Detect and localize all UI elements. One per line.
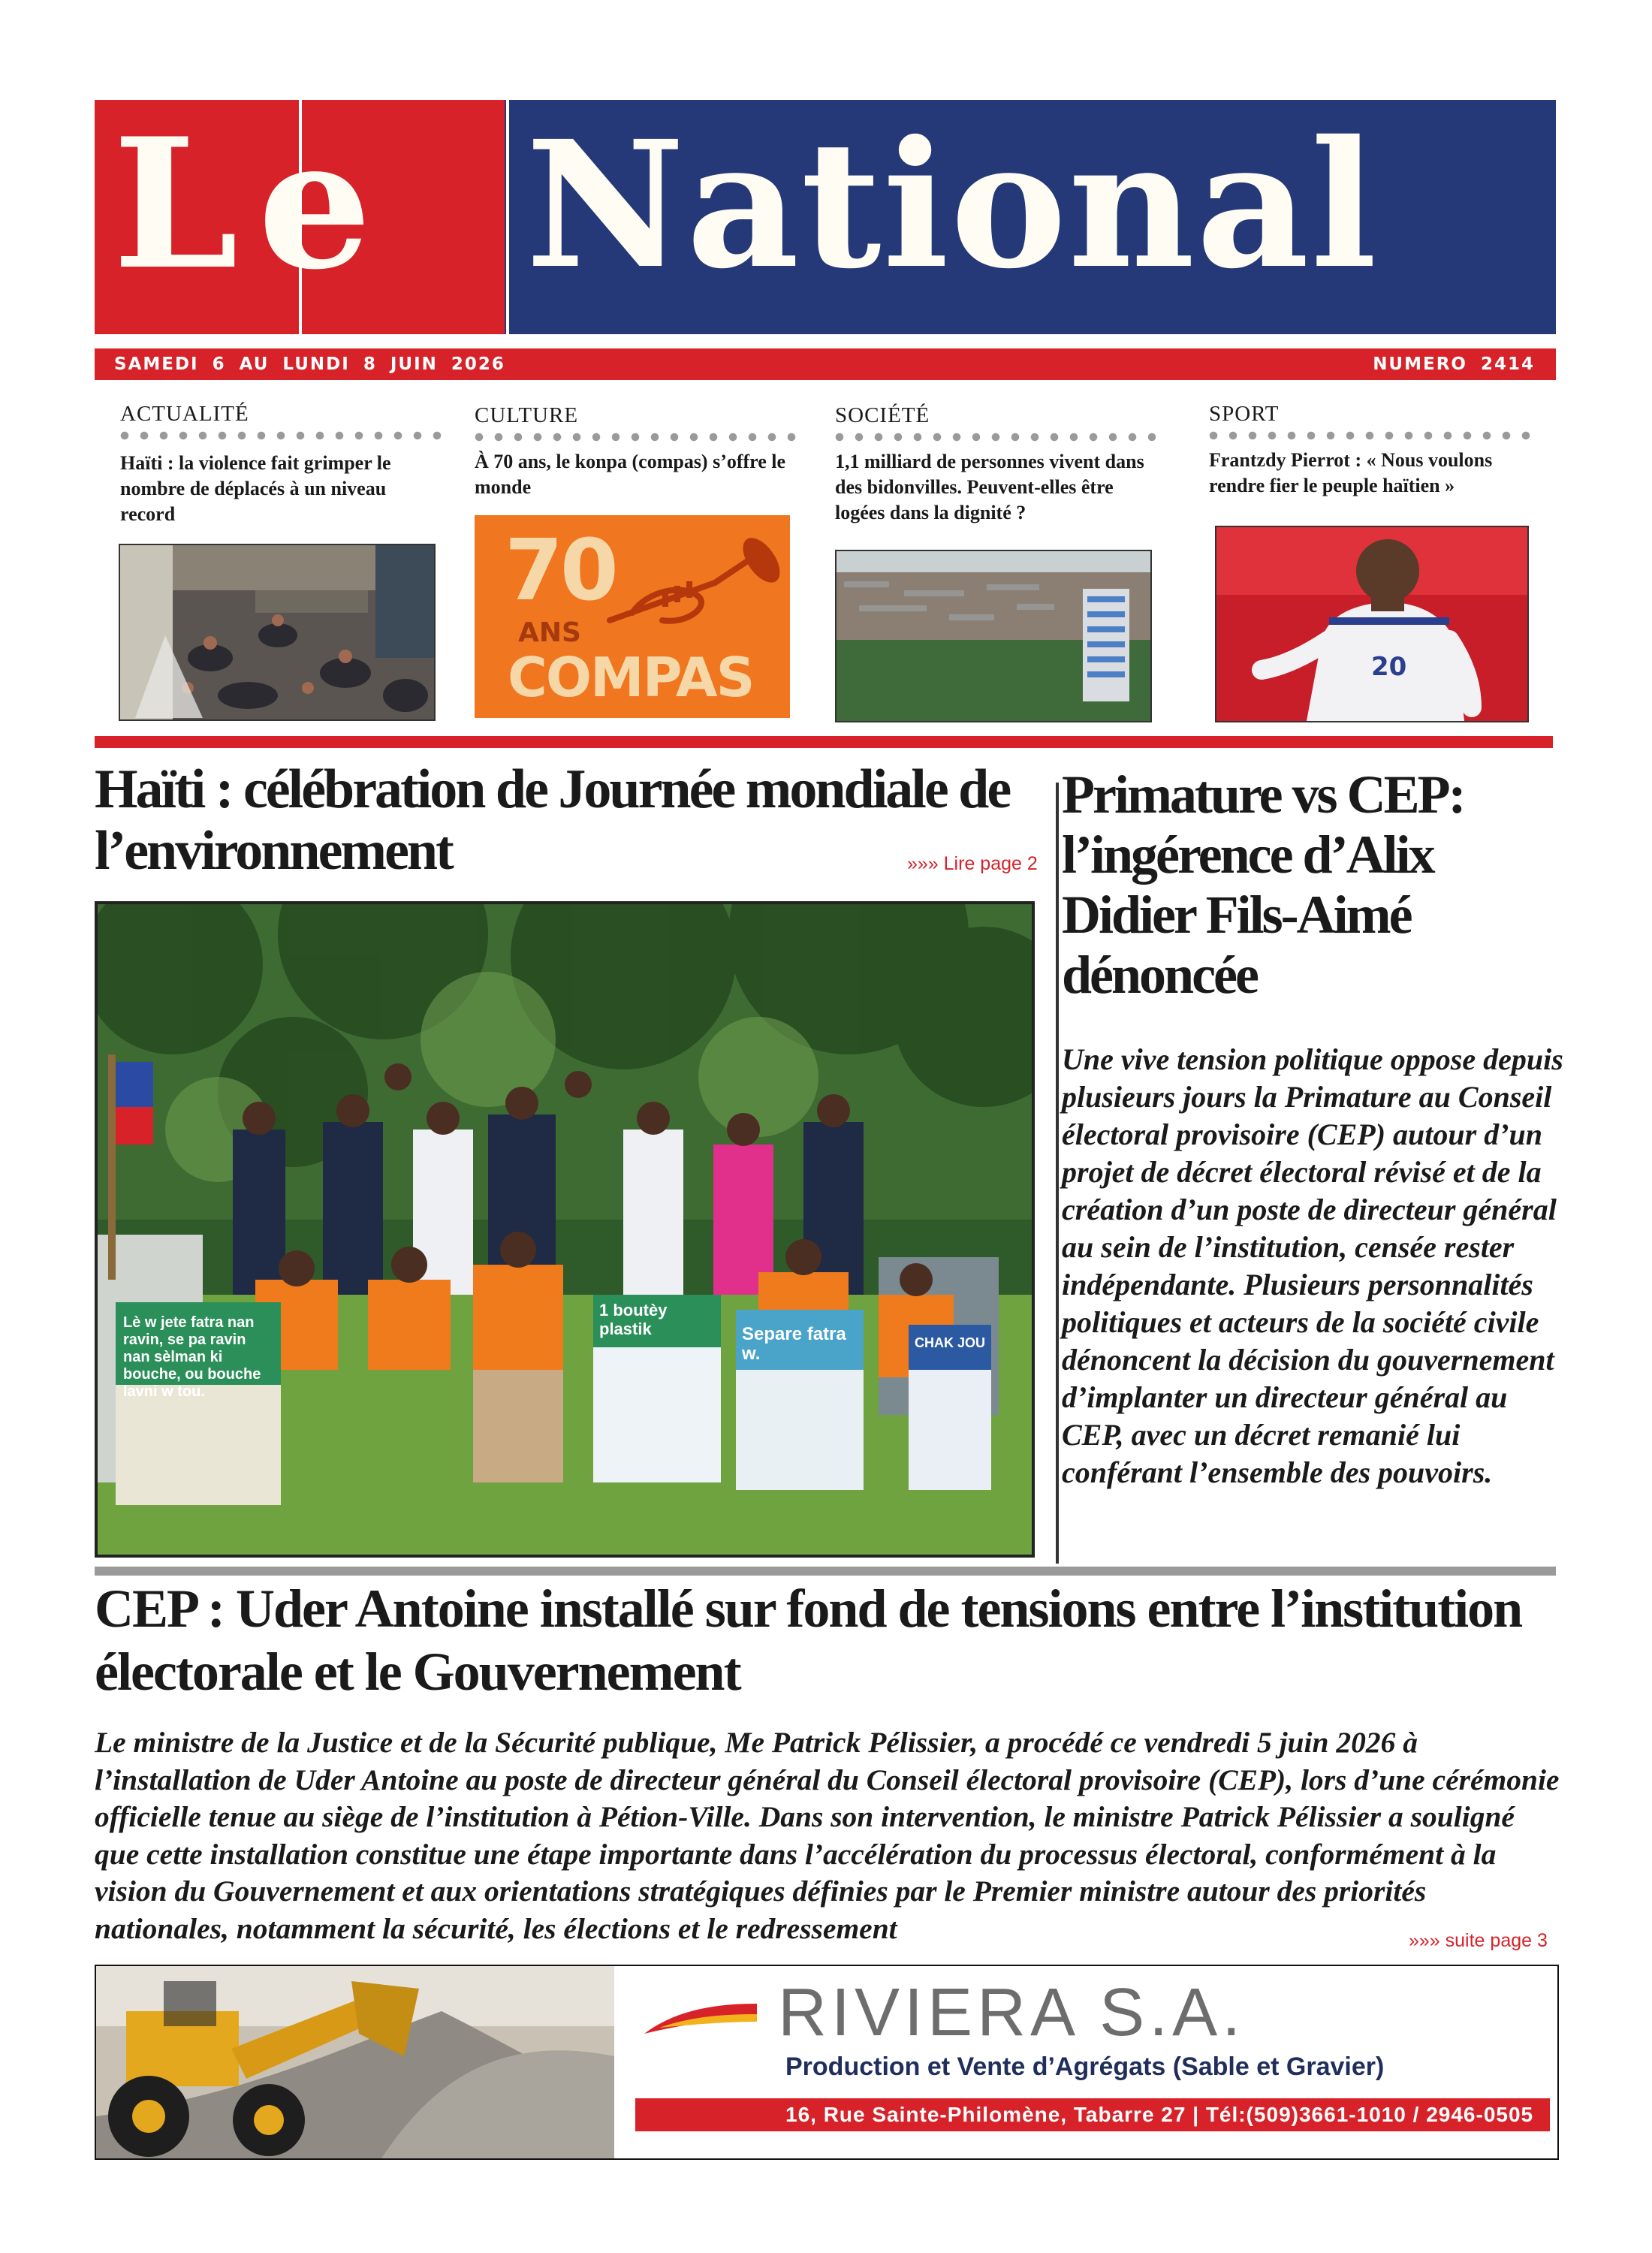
ad-brand-name: RIVIERA S.A.	[778, 1975, 1246, 2050]
date-bar	[95, 348, 1556, 380]
section-divider	[95, 736, 1553, 748]
side-summary: Une vive tension politique oppose depuis plusieurs jours la Primature au Conseil électoral provisoire (CEP) autour d’un projet de décret électoral révisé et de la création d’un poste de directeur général au sein de l’institution, censée rester indépendante. Plusieurs personnalités politiques et acteurs de la société civile dénoncent la décision du gouvernement d’implanter un directeur général au CEP, avec un décret remanié lui conférant l’ensemble des pouvoirs.	[1062, 1042, 1563, 1489]
football-player-photo[interactable]	[1215, 526, 1529, 722]
rubric-actualite[interactable]	[120, 401, 451, 527]
issue-date: SAMEDI 6 AU LUNDI 8 JUIN 2026	[114, 354, 505, 374]
compas-number: 70	[505, 522, 616, 620]
sign-text-2: 1 boutèy plastik	[599, 1301, 668, 1338]
side-headline[interactable]: Primature vs CEP: l’ingérence d’Alix Didier Fils-Aimé dénoncée	[1062, 765, 1464, 1005]
ad-address: 16, Rue Sainte-Philomène, Tabarre 27 | Tél:(509)3661-1010 / 2946-0505	[785, 2103, 1534, 2126]
sign-text-3: Separe fatra w.	[742, 1324, 846, 1364]
rubric-title[interactable]: Haïti : la violence fait grimper le nombre de déplacés à un niveau record	[120, 452, 391, 525]
lead-headline[interactable]: Haïti : célébration de Journée mondiale de l’environnement	[95, 759, 1010, 882]
rubric-sport[interactable]	[1209, 401, 1539, 499]
masthead-le: Le	[113, 100, 391, 309]
sign-text-1: Lè w jete fatra nan ravin, se pa ravin nan sèlman ki bouche, ou bouche lavni w tou.	[123, 1314, 261, 1400]
rubric-title[interactable]: 1,1 milliard de personnes vivent dans des bidonvilles. Peuvent-elles être logées dans la dignité ?	[835, 451, 1144, 523]
column-divider	[1056, 783, 1059, 1564]
dotted-rule	[120, 431, 451, 440]
sign-text-4: CHAK JOU	[915, 1335, 986, 1350]
rubric-title[interactable]: Frantzdy Pierrot : « Nous voulons rendre fier le peuple haïtien »	[1209, 449, 1493, 496]
slum-aerial-photo[interactable]	[835, 550, 1152, 722]
dotted-rule	[475, 433, 805, 442]
masthead-divider	[506, 100, 509, 334]
jersey-number: 20	[1371, 652, 1407, 682]
compas-graphic[interactable]	[475, 515, 790, 718]
masthead-national: National	[526, 102, 1379, 307]
cep-continue-link[interactable]: »»» suite page 3	[1409, 1930, 1548, 1951]
rubric-culture[interactable]	[475, 403, 805, 500]
compas-word: COMPAS	[508, 646, 754, 709]
section-divider-gray	[95, 1567, 1556, 1576]
cep-headline[interactable]: CEP : Uder Antoine installé sur fond de tensions entre l’institution électorale et le Gouvernement	[95, 1579, 1522, 1702]
compas-ans: ANS	[518, 617, 581, 648]
issue-number: NUMERO 2414	[1373, 354, 1535, 374]
cep-summary: Le ministre de la Justice et de la Sécurité publique, Me Patrick Pélissier, a procédé ce vendredi 5 juin 2026 à l’installation de Uder Antoine au poste de directeur général du Conseil électoral provisoire (CEP), lors d’une cérémonie officielle tenue au siège de l’institution à Pétion-Ville. Dans son intervention, le ministre Patrick Pélissier a souligné que cette installation constitue une étape importante dans l’accélération du processus électoral, conformément à la vision du Gouvernement et aux orientations stratégiques définies par le Premier ministre autour des priorités nationales, notamment la sécurité, les élections et le redressement	[95, 1726, 1560, 1945]
rubric-title[interactable]: À 70 ans, le konpa (compas) s’offre le monde	[475, 451, 786, 498]
lead-read-more-link[interactable]: »»» Lire page 2	[907, 853, 1038, 874]
ad-tagline: Production et Vente d’Agrégats (Sable et Gravier)	[785, 2052, 1385, 2081]
rubric-section: SPORT	[1209, 402, 1280, 426]
displaced-persons-photo[interactable]	[119, 544, 436, 721]
trumpet-icon	[602, 538, 782, 643]
rubric-section: SOCIÉTÉ	[835, 403, 930, 427]
wheel-loader-photo	[96, 1966, 614, 2158]
riviera-logo-swoosh-icon	[644, 1989, 757, 2041]
rubric-societe[interactable]	[835, 403, 1165, 526]
rubric-section: ACTUALITÉ	[120, 402, 249, 426]
rubric-section: CULTURE	[475, 403, 579, 427]
environment-day-photo[interactable]	[95, 901, 1035, 1558]
dotted-rule	[835, 433, 1165, 442]
dotted-rule	[1209, 431, 1539, 440]
